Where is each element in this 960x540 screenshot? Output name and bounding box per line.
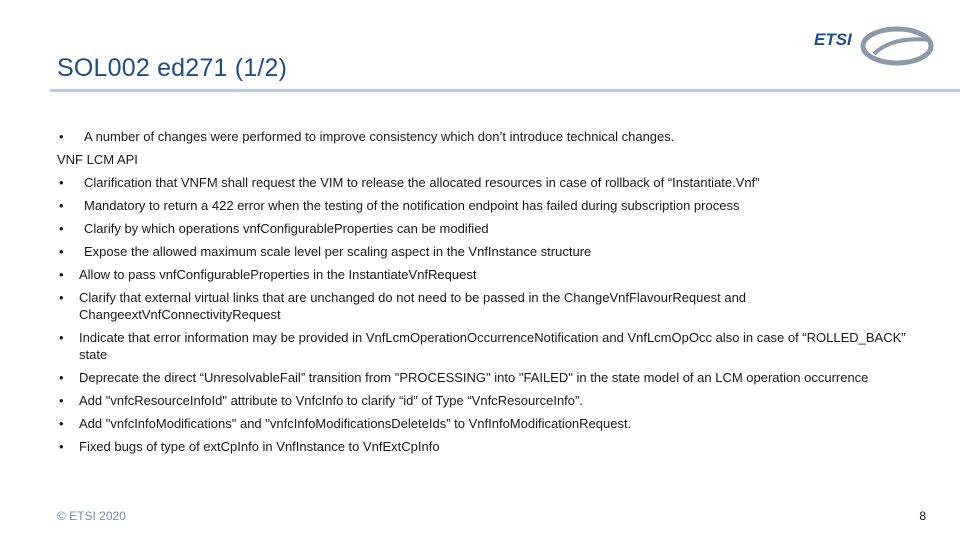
- etsi-logo: [812, 24, 934, 68]
- intro-text: A number of changes were performed to improve consistency which don’t introduce technical changes.: [84, 129, 675, 144]
- slide-body: [57, 128, 907, 461]
- list-item: [57, 266, 907, 283]
- list-item-text: Deprecate the direct “UnresolvableFail” transition from "PROCESSING" into "FAILED" in the state model of an LCM operation occurrence: [79, 370, 869, 385]
- section-heading: VNF LCM API: [57, 152, 138, 167]
- bullet-dot: •: [59, 221, 64, 236]
- bullet-dot: •: [59, 416, 64, 431]
- list-item-text: Clarification that VNFM shall request the VIM to release the allocated resources in case of rollback of “Instantiate.Vnf”: [84, 175, 760, 190]
- list-item-text: Clarify by which operations vnfConfigurableProperties can be modified: [84, 221, 489, 236]
- list-item-text: Allow to pass vnfConfigurableProperties in the InstantiateVnfRequest: [79, 267, 477, 282]
- bullet-dot: •: [59, 198, 64, 213]
- list-item-text: Indicate that error information may be provided in VnfLcmOperationOccurrenceNotification and VnfLcmOpOcc also in case of “ROLLED_BACK” state: [79, 330, 906, 362]
- bullet-dot: •: [59, 439, 64, 454]
- list-item: [57, 438, 907, 455]
- intro-bullet: [57, 128, 907, 145]
- list-item: [57, 392, 907, 409]
- bullet-dot: •: [59, 290, 64, 305]
- list-item: [57, 220, 907, 237]
- bullet-dot: •: [59, 129, 64, 144]
- list-item: [57, 415, 907, 432]
- logo-wordmark: ETSI: [814, 30, 852, 49]
- list-item-text: Fixed bugs of type of extCpInfo in VnfInstance to VnfExtCpInfo: [79, 439, 440, 454]
- slide-title: SOL002 ed271 (1/2): [57, 54, 288, 82]
- list-item: [57, 329, 907, 363]
- bullet-dot: •: [59, 175, 64, 190]
- list-item-text: Add "vnfcInfoModifications" and "vnfcInfoModificationsDeleteIds” to VnfInfoModificationRequest.: [79, 416, 632, 431]
- list-item-text: Mandatory to return a 422 error when the testing of the notification endpoint has failed during subscription process: [84, 198, 740, 213]
- list-item: [57, 174, 907, 191]
- list-item-text: Expose the allowed maximum scale level per scaling aspect in the VnfInstance structure: [84, 244, 592, 259]
- bullet-dot: •: [59, 393, 64, 408]
- list-item-text: Clarify that external virtual links that are unchanged do not need to be passed in the ChangeVnfFlavourRequest and ChangeextVnfConnectivityRequest: [79, 290, 747, 322]
- copyright-footer: © ETSI 2020: [57, 509, 126, 523]
- bullet-dot: •: [59, 370, 64, 385]
- list-item: [57, 243, 907, 260]
- list-item: [57, 369, 907, 386]
- page-number: 8: [919, 509, 926, 523]
- bullet-dot: •: [59, 267, 64, 282]
- list-item: [57, 197, 907, 214]
- list-item: [57, 289, 907, 323]
- bullet-dot: •: [59, 330, 64, 345]
- title-divider: [50, 89, 960, 92]
- bullet-dot: •: [59, 244, 64, 259]
- list-item-text: Add "vnfcResourceInfoId" attribute to VnfcInfo to clarify “id” of Type “VnfcResourceInfo”.: [79, 393, 583, 408]
